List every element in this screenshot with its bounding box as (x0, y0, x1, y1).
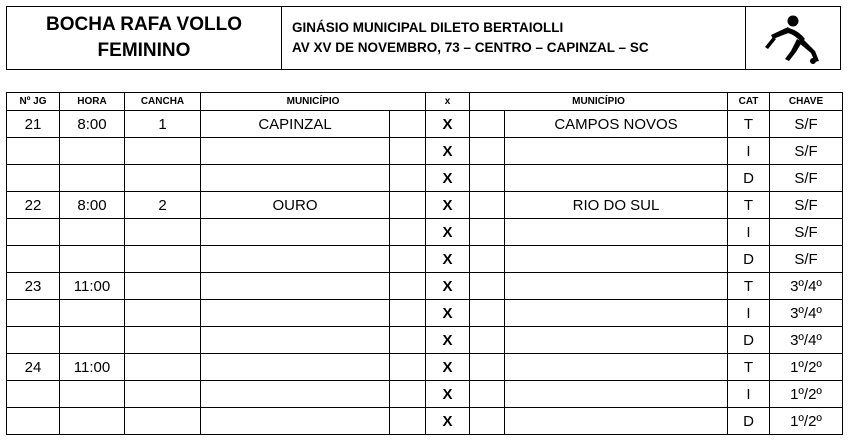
cell-cat: D (728, 408, 770, 435)
cell-x: X (426, 111, 470, 138)
cell-cat: I (728, 300, 770, 327)
cell-hora (60, 300, 125, 327)
cell-hora (60, 138, 125, 165)
cell-cat: I (728, 219, 770, 246)
cell-spacer-a (390, 408, 426, 435)
cell-hora (60, 327, 125, 354)
cell-x: X (426, 408, 470, 435)
cell-spacer-a (390, 219, 426, 246)
cell-jg: 22 (7, 192, 60, 219)
col-header-jg: Nº JG (7, 93, 60, 111)
cell-x: X (426, 327, 470, 354)
table-header-row (7, 93, 843, 111)
cell-municipio-b: RIO DO SUL (505, 192, 728, 219)
col-header-cancha: CANCHA (125, 93, 201, 111)
cell-jg (7, 408, 60, 435)
cell-spacer-b (470, 138, 505, 165)
cell-municipio-b (505, 273, 728, 300)
cell-spacer-b (470, 327, 505, 354)
table-row (7, 219, 843, 246)
cell-spacer-b (470, 111, 505, 138)
cell-municipio-b (505, 354, 728, 381)
col-header-municipio-b: MUNICÍPIO (470, 93, 728, 111)
cell-spacer-a (390, 165, 426, 192)
cell-municipio-a (201, 327, 390, 354)
cell-chave: 3º/4º (770, 327, 843, 354)
cell-cancha (125, 381, 201, 408)
cell-x: X (426, 138, 470, 165)
cell-hora (60, 246, 125, 273)
col-header-x: x (426, 93, 470, 111)
cell-jg: 23 (7, 273, 60, 300)
cell-chave: S/F (770, 246, 843, 273)
cell-spacer-b (470, 381, 505, 408)
cell-x: X (426, 246, 470, 273)
cell-chave: 3º/4º (770, 273, 843, 300)
cell-municipio-b (505, 246, 728, 273)
cell-cancha (125, 138, 201, 165)
header-box (6, 6, 841, 70)
cell-jg (7, 327, 60, 354)
cell-cat: D (728, 246, 770, 273)
table-row (7, 408, 843, 435)
cell-cat: T (728, 192, 770, 219)
cell-municipio-b (505, 408, 728, 435)
cell-cancha (125, 273, 201, 300)
table-row (7, 192, 843, 219)
table-row (7, 381, 843, 408)
cell-spacer-b (470, 408, 505, 435)
cell-cat: T (728, 111, 770, 138)
cell-x: X (426, 354, 470, 381)
cell-cancha (125, 246, 201, 273)
cell-spacer-b (470, 165, 505, 192)
cell-cancha (125, 219, 201, 246)
cell-chave: 3º/4º (770, 300, 843, 327)
cell-spacer-b (470, 273, 505, 300)
col-header-hora: HORA (60, 93, 125, 111)
table-row (7, 354, 843, 381)
cell-municipio-a (201, 381, 390, 408)
cell-municipio-a (201, 408, 390, 435)
cell-municipio-b (505, 165, 728, 192)
cell-spacer-b (470, 246, 505, 273)
col-header-municipio-a: MUNICÍPIO (201, 93, 426, 111)
cell-jg: 24 (7, 354, 60, 381)
cell-jg (7, 381, 60, 408)
cell-municipio-a (201, 273, 390, 300)
cell-cat: D (728, 327, 770, 354)
cell-jg (7, 165, 60, 192)
table-row (7, 246, 843, 273)
cell-municipio-a (201, 138, 390, 165)
cell-municipio-a: OURO (201, 192, 390, 219)
cell-spacer-a (390, 327, 426, 354)
table-row (7, 300, 843, 327)
cell-jg (7, 300, 60, 327)
cell-spacer-a (390, 138, 426, 165)
cell-municipio-b (505, 300, 728, 327)
cell-municipio-a: CAPINZAL (201, 111, 390, 138)
cell-cancha (125, 327, 201, 354)
cell-x: X (426, 192, 470, 219)
cell-chave: S/F (770, 111, 843, 138)
cell-spacer-a (390, 111, 426, 138)
cell-x: X (426, 273, 470, 300)
schedule-table (6, 92, 843, 435)
cell-cancha (125, 354, 201, 381)
bocce-player-icon (761, 11, 825, 65)
cell-x: X (426, 300, 470, 327)
cell-chave: 1º/2º (770, 408, 843, 435)
cell-cat: I (728, 138, 770, 165)
cell-hora (60, 165, 125, 192)
table-row (7, 111, 843, 138)
cell-jg (7, 246, 60, 273)
cell-spacer-a (390, 300, 426, 327)
cell-cat: T (728, 273, 770, 300)
cell-x: X (426, 381, 470, 408)
logo-cell (746, 7, 840, 69)
cell-spacer-b (470, 219, 505, 246)
cell-cancha: 2 (125, 192, 201, 219)
cell-spacer-b (470, 300, 505, 327)
venue-info (282, 7, 746, 69)
cell-hora (60, 381, 125, 408)
cell-cat: I (728, 381, 770, 408)
cell-spacer-a (390, 192, 426, 219)
cell-spacer-b (470, 354, 505, 381)
table-row (7, 138, 843, 165)
cell-cat: T (728, 354, 770, 381)
cell-hora (60, 408, 125, 435)
cell-hora: 11:00 (60, 273, 125, 300)
cell-municipio-a (201, 246, 390, 273)
cell-hora (60, 219, 125, 246)
cell-cancha: 1 (125, 111, 201, 138)
venue-address: AV XV DE NOVEMBRO, 73 – CENTRO – CAPINZAL – SC (292, 40, 649, 55)
cell-municipio-a (201, 300, 390, 327)
cell-hora: 8:00 (60, 192, 125, 219)
table-row (7, 273, 843, 300)
cell-cancha (125, 408, 201, 435)
venue-name: GINÁSIO MUNICIPAL DILETO BERTAIOLLI (292, 20, 564, 35)
cell-jg: 21 (7, 111, 60, 138)
cell-jg (7, 138, 60, 165)
cell-municipio-a (201, 165, 390, 192)
cell-chave: 1º/2º (770, 381, 843, 408)
cell-jg (7, 219, 60, 246)
cell-chave: S/F (770, 192, 843, 219)
cell-municipio-b (505, 381, 728, 408)
cell-chave: S/F (770, 165, 843, 192)
cell-hora: 8:00 (60, 111, 125, 138)
cell-municipio-b (505, 327, 728, 354)
cell-spacer-a (390, 381, 426, 408)
cell-spacer-a (390, 273, 426, 300)
cell-chave: S/F (770, 138, 843, 165)
cell-spacer-a (390, 354, 426, 381)
cell-cancha (125, 165, 201, 192)
cell-spacer-a (390, 246, 426, 273)
table-row (7, 327, 843, 354)
event-title-line1: BOCHA RAFA VOLLO (46, 14, 242, 35)
cell-municipio-b (505, 219, 728, 246)
cell-chave: 1º/2º (770, 354, 843, 381)
col-header-cat: CAT (728, 93, 770, 111)
cell-x: X (426, 165, 470, 192)
cell-hora: 11:00 (60, 354, 125, 381)
cell-chave: S/F (770, 219, 843, 246)
cell-municipio-a (201, 354, 390, 381)
table-row (7, 165, 843, 192)
cell-municipio-b: CAMPOS NOVOS (505, 111, 728, 138)
col-header-chave: CHAVE (770, 93, 843, 111)
cell-municipio-a (201, 219, 390, 246)
cell-cancha (125, 300, 201, 327)
event-title-line2: FEMININO (97, 40, 191, 61)
event-title (7, 7, 282, 69)
cell-cat: D (728, 165, 770, 192)
cell-spacer-b (470, 192, 505, 219)
cell-x: X (426, 219, 470, 246)
cell-municipio-b (505, 138, 728, 165)
